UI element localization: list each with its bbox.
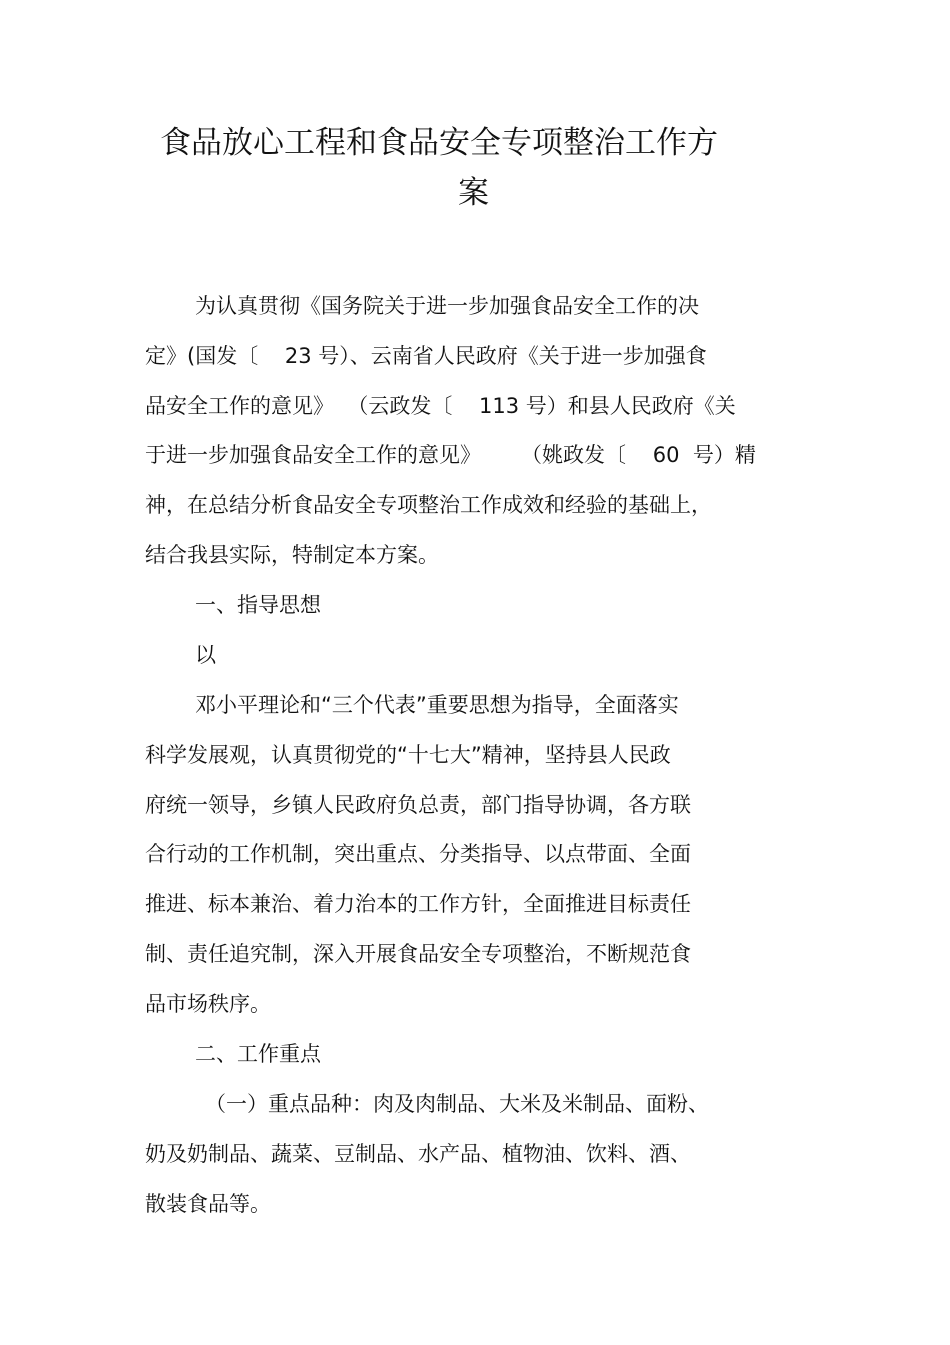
intro-line-4: 于进一步加强食品安全工作的意见》 （姚政发〔 60 号）精 xyxy=(145,443,756,467)
intro-line-5: 神，在总结分析食品安全专项整治工作成效和经验的基础上， xyxy=(145,493,712,517)
section-heading-1: 一、指导思想 xyxy=(195,593,321,617)
section1-line-5: 合行动的工作机制，突出重点、分类指导、以点带面、全面 xyxy=(145,842,691,866)
section1-line-2: 邓小平理论和“三个代表”重要思想为指导，全面落实 xyxy=(195,693,679,717)
section-heading-2: 二、工作重点 xyxy=(195,1042,321,1066)
intro-line-2: 定》(国发〔 23 号）、云南省人民政府《关于进一步加强食 xyxy=(145,344,707,368)
section2-line-2: 奶及奶制品、蔬菜、豆制品、水产品、植物油、饮料、酒、 xyxy=(145,1142,691,1166)
section2-line-1: （一）重点品种：肉及肉制品、大米及米制品、面粉、 xyxy=(205,1092,709,1116)
document-title-line-1: 食品放心工程和食品安全专项整治工作方 xyxy=(160,125,718,161)
intro-line-1: 为认真贯彻《国务院关于进一步加强食品安全工作的决 xyxy=(195,294,699,318)
section1-line-8: 品市场秩序。 xyxy=(145,992,271,1016)
intro-line-6: 结合我县实际，特制定本方案。 xyxy=(145,543,439,567)
section1-line-6: 推进、标本兼治、着力治本的工作方针，全面推进目标责任 xyxy=(145,892,691,916)
section2-line-3: 散装食品等。 xyxy=(145,1192,271,1216)
document-title-line-2: 案 xyxy=(458,175,489,211)
intro-line-3: 品安全工作的意见》 （云政发〔 113 号）和县人民政府《关 xyxy=(145,394,736,418)
section1-line-4: 府统一领导，乡镇人民政府负总责，部门指导协调，各方联 xyxy=(145,793,691,817)
section1-line-7: 制、责任追究制，深入开展食品安全专项整治，不断规范食 xyxy=(145,942,691,966)
section1-line-3: 科学发展观，认真贯彻党的“十七大”精神，坚持县人民政 xyxy=(145,743,671,767)
section1-line-1: 以 xyxy=(195,643,216,667)
